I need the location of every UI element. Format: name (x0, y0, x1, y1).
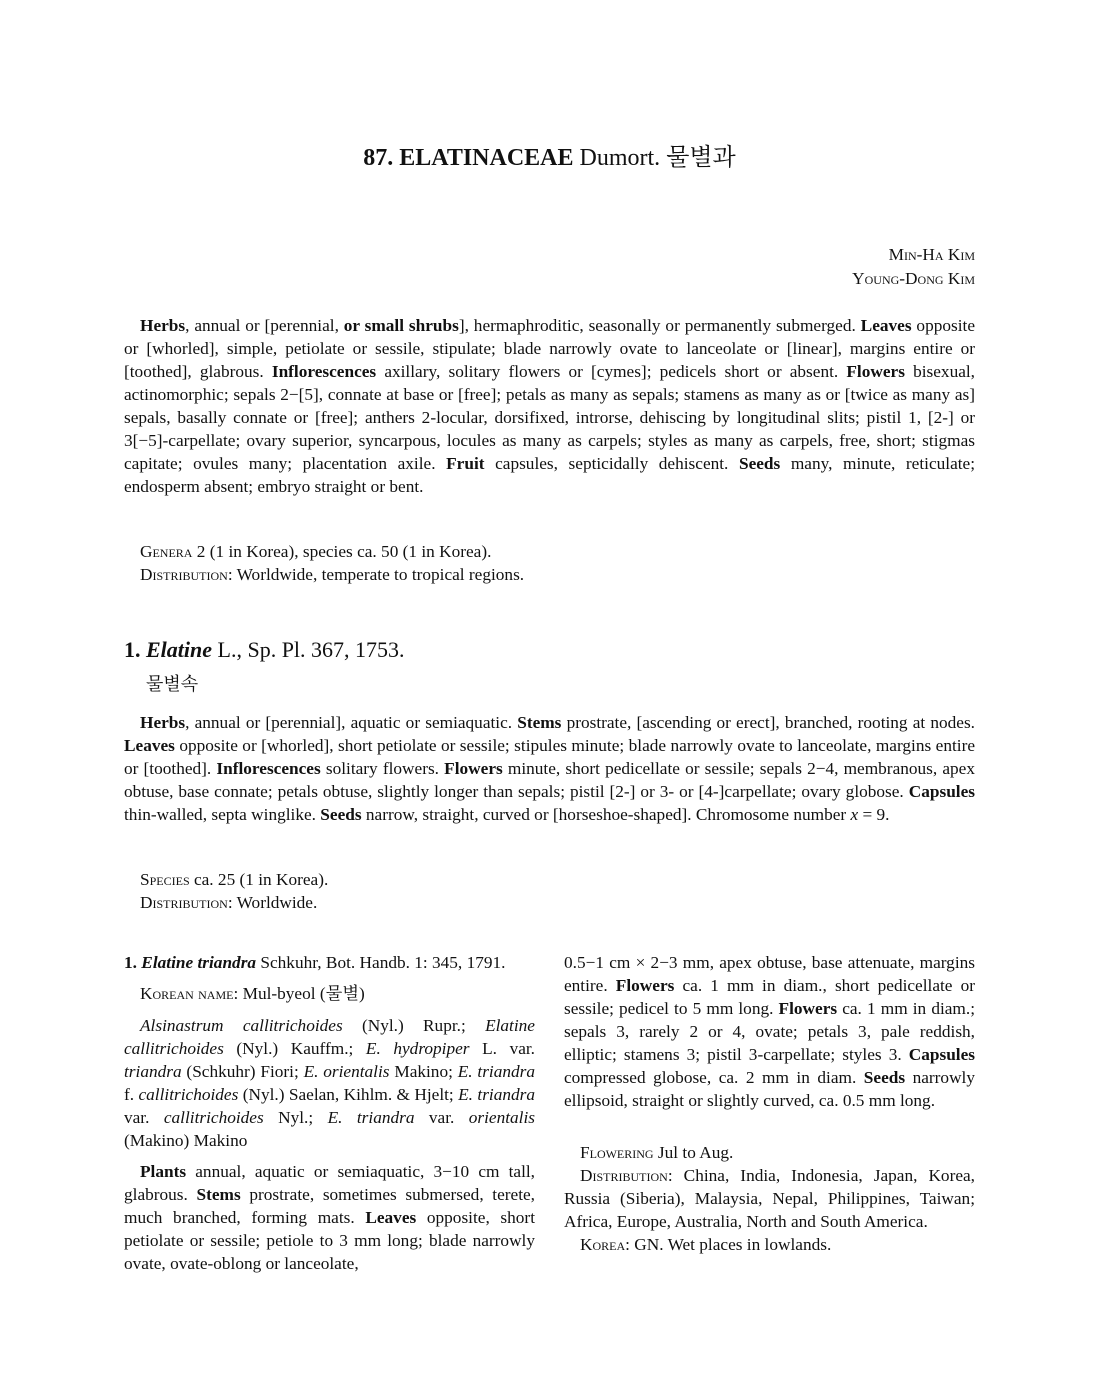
genus-title (124, 634, 975, 666)
synonym-name: E. triandra (327, 1108, 415, 1127)
synonym-name: E. hydropiper (365, 1039, 470, 1058)
family-author: Dumort. (579, 145, 661, 171)
synonym-name: callitrichoides (163, 1108, 264, 1127)
term-small-shrubs: or small shrubs (343, 316, 459, 335)
family-genera-count: Genera 2 (1 in Korea), species ca. 50 (1 in Korea). (140, 542, 492, 561)
term-herbs: Herbs (140, 713, 186, 732)
term-seeds: Seeds (738, 454, 781, 473)
synonym-name: E. triandra (458, 1085, 536, 1104)
species-distribution: Distribution: China, India, Indonesia, Japan, Korea, Russia (Siberia), Malaysia, Nepal, Philippines, Taiwan; Africa, Europe, Australia, North and South America. (564, 1166, 975, 1231)
term-inflorescences: Inflorescences (271, 362, 377, 381)
synonym-name: Alsinastrum callitrichoides (140, 1016, 343, 1035)
family-name: ELATINACEAE (399, 145, 574, 171)
term-flowers: Flowers (778, 999, 838, 1018)
family-distribution: Distribution: Worldwide, temperate to tropical regions. (140, 565, 525, 584)
synonym-name: E. orientalis (303, 1062, 390, 1081)
genus-species-count: Species ca. 25 (1 in Korea). (140, 870, 329, 889)
term-herbs: Herbs (140, 316, 186, 335)
genus-korean-name: 물별속 (146, 674, 199, 694)
author-name: Young-Dong Kim (852, 269, 975, 288)
term-capsules: Capsules (908, 1045, 975, 1064)
term-flowers: Flowers (444, 759, 503, 778)
family-korean-name: 물별과 (666, 145, 736, 171)
species-flowering: Flowering Jul to Aug. (580, 1143, 734, 1162)
term-plants: Plants (140, 1162, 187, 1181)
synonym-name: Elatine callitrichoides (124, 1016, 535, 1058)
species-synonyms: Alsinastrum callitrichoides (Nyl.) Rupr.; Elatine callitrichoides (Nyl.) Kauffm.; E. hydropiper L. var. triandra (Schkuhr) Fiori; E. orientalis Makino; E. triandra f. callitrichoides (Nyl.) Saelan, Kihlm. & Hjelt; E. triandra var. callitrichoides Nyl.; E. triandra var. orientalis (Makino) Makino (124, 1016, 536, 1150)
synonym-name: callitrichoides (138, 1085, 239, 1104)
genus-meta (124, 868, 975, 914)
family-meta (124, 540, 975, 586)
term-inflorescences: Inflorescences (216, 759, 321, 778)
species-korean-name: Korean name: Mul-byeol (물별) (140, 984, 365, 1003)
synonym-name: E. triandra (457, 1062, 536, 1081)
species-citation: Schkuhr, Bot. Handb. 1: 345, 1791. (256, 953, 506, 972)
species-description-continued: 0.5−1 cm × 2−3 mm, apex obtuse, base attenuate, margins entire. Flowers ca. 1 mm in diam., short pedicellate or sessile; pedicel to 5 mm long. Flowers ca. 1 mm in diam.; sepals 3, rarely 2 or 4, ovate; petals 3, pale reddish, elliptic; stamens 3; pistil 3-carpellate; styles 3. Capsules compressed globose, ca. 2 mm in diam. Seeds narrowly ellipsoid, straight or slightly curved, ca. 0.5 mm long. (564, 953, 975, 1110)
synonym-name: triandra (124, 1062, 182, 1081)
family-title (124, 142, 975, 174)
species-korea-distribution: Korea: GN. Wet places in lowlands. (580, 1235, 832, 1254)
term-capsules: Capsules (908, 782, 975, 801)
species-column-left (124, 951, 535, 1275)
genus-distribution: Distribution: Worldwide. (140, 893, 318, 912)
term-stems: Stems (196, 1185, 241, 1204)
genus-name: Elatine (146, 637, 213, 662)
species-column-right (564, 951, 975, 1256)
term-flowers: Flowers (846, 362, 905, 381)
term-seeds: Seeds (320, 805, 362, 824)
family-number: 87. (363, 145, 394, 171)
term-flowers: Flowers (615, 976, 675, 995)
genus-description (124, 711, 975, 826)
author-list (852, 243, 975, 291)
term-seeds: Seeds (863, 1068, 906, 1087)
term-fruit: Fruit (446, 454, 485, 473)
document-page (124, 0, 975, 1400)
genus-number: 1. (124, 637, 141, 662)
genus-description-text: Herbs, annual or [perennial], aquatic or semiaquatic. Stems prostrate, [ascending or erect], branched, rooting at nodes. Leaves opposite or [whorled], short petiolate or sessile; stipules minute; blade narrowly ovate to lanceolate, margins entire or [toothed]. Inflorescences solitary flowers. Flowers minute, short pedicellate or sessile; sepals 2−4, membranous, apex obtuse, base connate; petals obtuse, slightly longer than sepals; pistil [2-] or 3- or [4-]carpellate; ovary globose. Capsules thin-walled, septa winglike. Seeds narrow, straight, curved or [horseshoe-shaped]. Chromosome number x = 9. (124, 713, 975, 824)
author-name: Min-Ha Kim (888, 245, 975, 264)
term-stems: Stems (517, 713, 562, 732)
species-name: Elatine triandra (141, 953, 257, 972)
term-leaves: Leaves (124, 736, 175, 755)
genus-citation: L., Sp. Pl. 367, 1753. (212, 637, 405, 662)
family-description (124, 314, 975, 498)
species-description: Plants annual, aquatic or semiaquatic, 3−10 cm tall, glabrous. Stems prostrate, sometimes submersed, terete, much branched, forming mats. Leaves opposite, short petiolate or sessile; petiole to 3 mm long; blade narrowly ovate, ovate-oblong or lanceolate, (124, 1162, 535, 1273)
synonym-name: orientalis (468, 1108, 535, 1127)
term-leaves: Leaves (365, 1208, 417, 1227)
family-description-text: Herbs, annual or [perennial, or small shrubs], hermaphroditic, seasonally or permanently submerged. Leaves opposite or [whorled], simple, petiolate or sessile, stipulate; blade narrowly ovate to lanceolate or [linear], margins entire or [toothed], glabrous. Inflorescences axillary, solitary flowers or [cymes]; pedicels short or absent. Flowers bisexual, actinomorphic; sepals 2−[5], connate at base or [free]; petals as many as sepals; stamens as many as or [twice as many as] sepals, basally connate or [free]; anthers 2-locular, dorsifixed, introrse, dehiscing by longitudinal slits; pistil 1, [2-] or 3[−5]-carpellate; ovary superior, syncarpous, locules as many as carpels; styles as many as carpels, free, short; stigmas capitate; ovules many; placentation axile. Fruit capsules, septicidally dehiscent. Seeds many, minute, reticulate; endosperm absent; embryo straight or bent. (124, 316, 976, 496)
term-leaves: Leaves (860, 316, 912, 335)
species-heading: 1. Elatine triandra Schkuhr, Bot. Handb. 1: 345, 1791. (124, 953, 506, 972)
